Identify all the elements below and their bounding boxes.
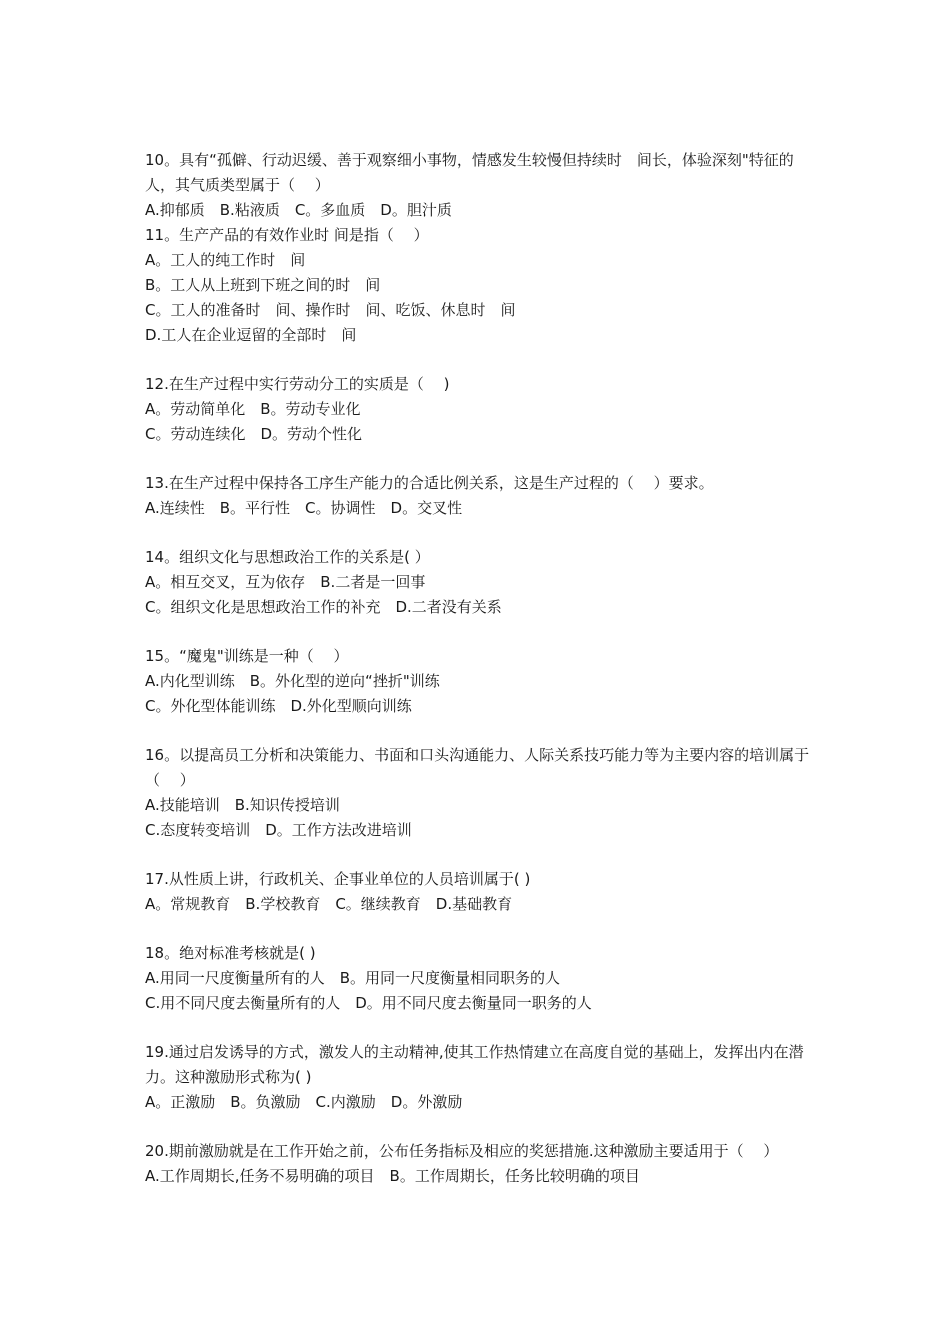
question-option: A。常规教育 B.学校教育 C。继续教育 D.基础教育 (145, 895, 513, 913)
question-option: A。工人的纯工作时 间 (145, 251, 306, 269)
question-option: A。劳动简单化 B。劳动专业化 (145, 400, 361, 418)
question-19 (145, 1040, 810, 1115)
question-stem: 16。以提高员工分析和决策能力、书面和口头沟通能力、人际关系技巧能力等为主要内容的培训属于（ ） (145, 746, 810, 789)
question-option: C.用不同尺度去衡量所有的人 D。用不同尺度去衡量同一职务的人 (145, 994, 592, 1012)
question-option: A。正激励 B。负激励 C.内激励 D。外激励 (145, 1093, 463, 1111)
question-20 (145, 1139, 810, 1189)
question-option: C。工人的准备时 间、操作时 间、吃饭、休息时 间 (145, 301, 516, 319)
question-stem: 19.通过启发诱导的方式，激发人的主动精神,使其工作热情建立在高度自觉的基础上，发挥出内在潜力。这种激励形式称为( ) (145, 1043, 804, 1086)
question-stem: 17.从性质上讲，行政机关、企事业单位的人员培训属于( ) (145, 870, 531, 888)
question-13 (145, 471, 810, 521)
question-11 (145, 223, 810, 348)
question-stem: 10。具有“孤僻、行动迟缓、善于观察细小事物，情感发生较慢但持续时 间长，体验深刻"特征的人，其气质类型属于（ ） (145, 151, 794, 194)
question-option: A。相互交叉，互为依存 B.二者是一回事 (145, 573, 426, 591)
question-option: B。工人从上班到下班之间的时 间 (145, 276, 381, 294)
question-stem: 15。“魔鬼"训练是一种（ ） (145, 647, 349, 665)
question-option: A.用同一尺度衡量所有的人 B。用同一尺度衡量相同职务的人 (145, 969, 561, 987)
question-17 (145, 867, 810, 917)
question-option: D.工人在企业逗留的全部时 间 (145, 326, 357, 344)
question-14 (145, 545, 810, 620)
question-option: A.连续性 B。平行性 C。协调性 D。交叉性 (145, 499, 463, 517)
question-18 (145, 941, 810, 1016)
question-option: A.工作周期长,任务不易明确的项目 B。工作周期长，任务比较明确的项目 (145, 1167, 640, 1185)
question-option: C。外化型体能训练 D.外化型顺向训练 (145, 697, 412, 715)
question-option: C。组织文化是思想政治工作的补充 D.二者没有关系 (145, 598, 502, 616)
question-option: C。劳动连续化 D。劳动个性化 (145, 425, 363, 443)
question-stem: 13.在生产过程中保持各工序生产能力的合适比例关系，这是生产过程的（ ）要求。 (145, 474, 714, 492)
question-12 (145, 372, 810, 447)
question-option: A.技能培训 B.知识传授培训 (145, 796, 340, 814)
question-stem: 12.在生产过程中实行劳动分工的实质是（ ) (145, 375, 450, 393)
question-option: C.态度转变培训 D。工作方法改进培训 (145, 821, 412, 839)
question-16 (145, 743, 810, 843)
question-stem: 20.期前激励就是在工作开始之前，公布任务指标及相应的奖惩措施.这种激励主要适用于（ ） (145, 1142, 779, 1160)
document-page (145, 148, 810, 1213)
question-stem: 18。绝对标准考核就是( ) (145, 944, 316, 962)
question-stem: 11。生产产品的有效作业时 间是指（ ） (145, 226, 429, 244)
question-option: A.抑郁质 B.粘液质 C。多血质 D。胆汁质 (145, 201, 452, 219)
question-stem: 14。组织文化与思想政治工作的关系是( ） (145, 548, 430, 566)
question-10 (145, 148, 810, 223)
question-option: A.内化型训练 B。外化型的逆向“挫折"训练 (145, 672, 440, 690)
question-15 (145, 644, 810, 719)
